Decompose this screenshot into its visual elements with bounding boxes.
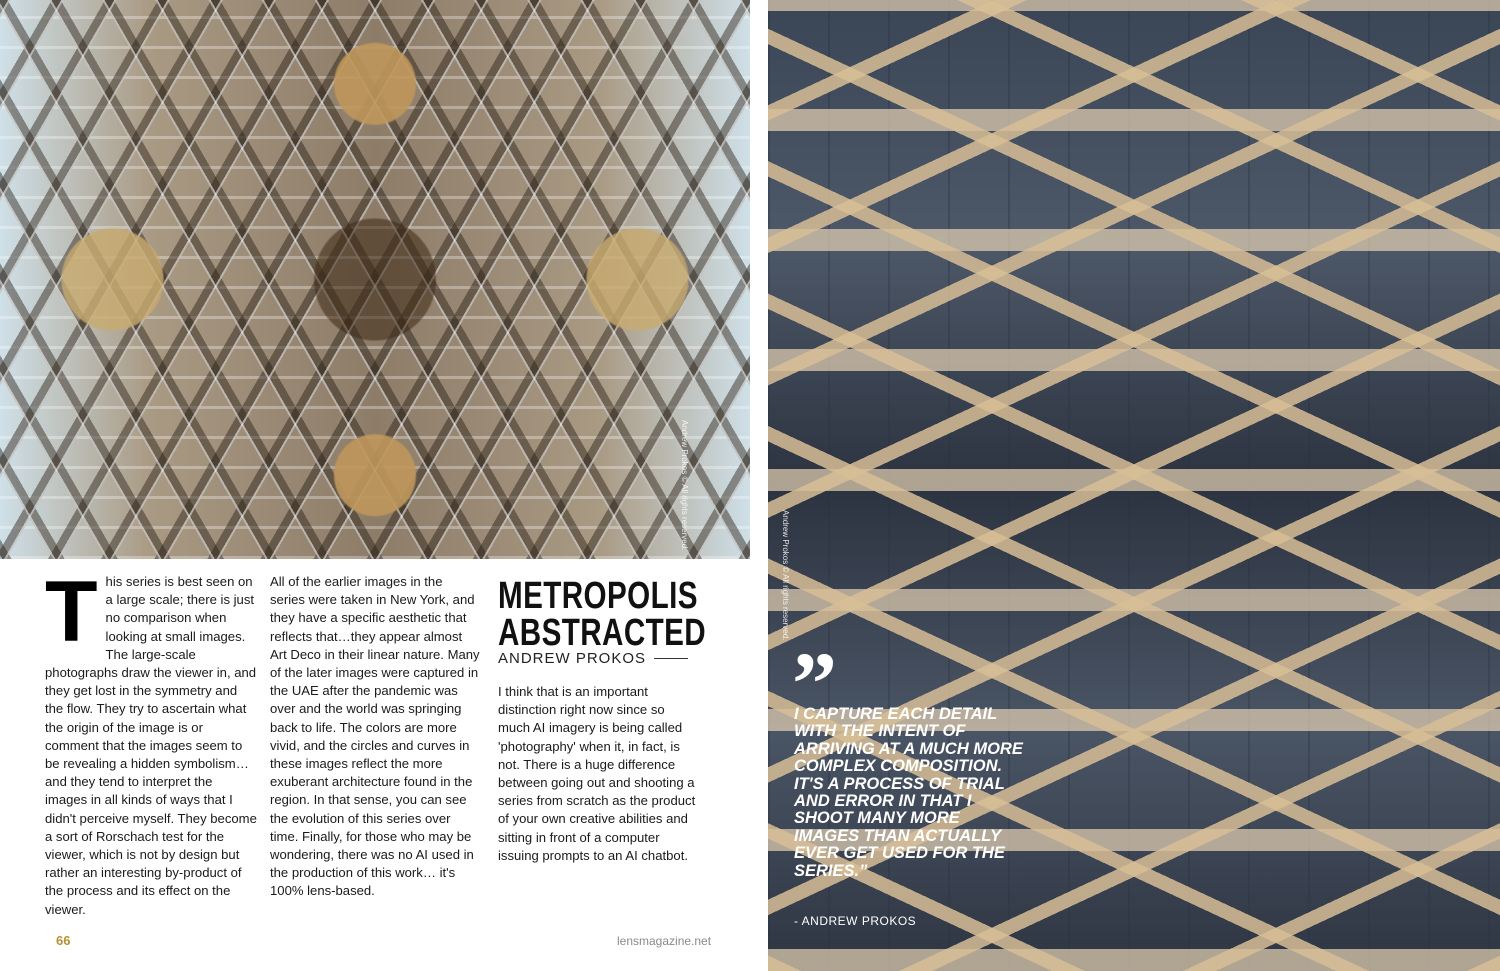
quote-mark-icon: ” <box>792 635 837 734</box>
article-column-1 <box>45 564 257 919</box>
byline <box>498 650 688 667</box>
article-paragraph-2: All of the earlier images in the series were taken in New York, and they have a specific aesthetic that reflects that…they appear almost Art Deco in their linear nature. Many of the later images were captured in the UAE after the pandemic was over and the world was springing back to life. The colors are more vivid, and the circles and curves in these images reflect the more exuberant architecture found in the region. In that sense, you can see the evolution of this series over time. Finally, for those who may be wondering, there was no AI used in the production of this work… it's 100% lens-based. <box>270 574 480 899</box>
right-photo-credit: Andrew Prokos © All rights reserved. <box>781 510 790 641</box>
right-page-photo <box>768 0 1500 971</box>
byline-rule <box>654 658 688 659</box>
drop-cap: T <box>45 564 98 660</box>
site-url[interactable]: lensmagazine.net <box>617 934 712 948</box>
article-paragraph-3: I think that is an important distinction right now since so much AI imagery is being called 'photography' when it, in fact, is not. There is a huge difference between going out and shooting a series from scratch as the product of your own creative abilities and sitting in front of a computer issuing prompts to an AI chatbot. <box>498 684 696 863</box>
page-number: 66 <box>56 933 71 948</box>
hero-photo-credit: Andrew Prokos © All rights reserved. <box>680 420 689 551</box>
article-headline <box>498 575 707 654</box>
byline-author: ANDREW PROKOS <box>498 650 647 667</box>
headline-line-1: METROPOLIS <box>498 575 698 617</box>
pull-quote-author: - ANDREW PROKOS <box>794 914 917 928</box>
article-column-3 <box>498 683 698 865</box>
hero-photo <box>0 0 750 559</box>
article-paragraph-1: his series is best seen on a large scale; there is just no comparison when looking at small images. The large-scale photographs draw the viewer in, and they get lost in the symmetry and the flow. They try to ascertain what the origin of the image is or comment that the images seem to be revealing a hidden symbolism…and they tend to interpret the images in all kinds of ways that I didn't perceive myself. They become a sort of Rorschach test for the viewer, which is not by design but rather an interesting by-product of the process and its effect on the viewer. <box>45 574 257 917</box>
headline-line-2: ABSTRACTED <box>498 612 707 654</box>
article-column-2 <box>270 573 480 901</box>
pull-quote: I CAPTURE EACH DETAIL WITH THE INTENT OF ARRIVING AT A MUCH MORE COMPLEX COMPOSITION. IT'S A PROCESS OF TRIAL AND ERROR IN THAT I SHOOT MANY MORE IMAGES THAN ACTUALLY EVER GET USED FOR THE SERIES.” <box>794 705 1023 880</box>
page-gutter <box>750 0 768 971</box>
